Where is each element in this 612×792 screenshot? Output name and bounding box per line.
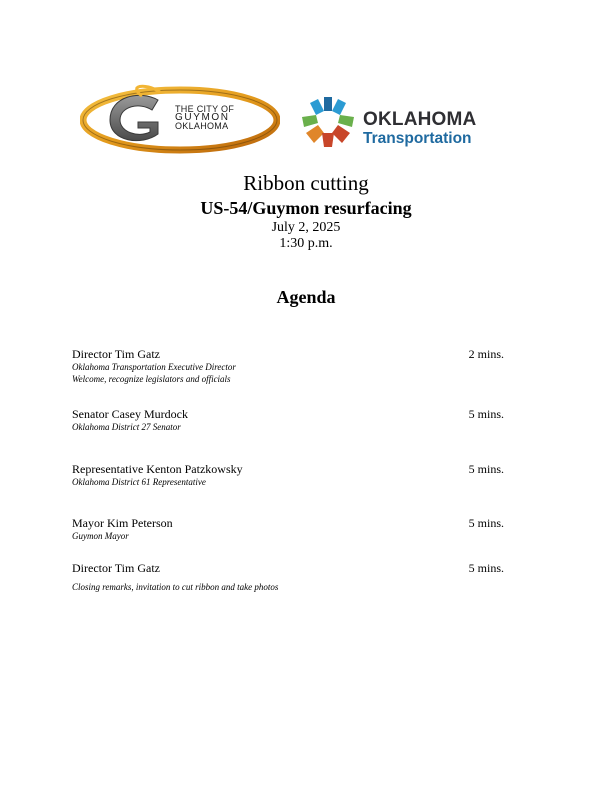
event-date: July 2, 2025: [271, 220, 341, 235]
guymon-line2: GUYMON: [175, 111, 230, 123]
speaker-title: Oklahoma Transportation Executive Director: [72, 362, 236, 372]
agenda-item: [72, 347, 504, 385]
odot-star-logo: [300, 94, 356, 148]
speaker-duration: 5 mins.: [468, 561, 504, 575]
agenda-item: [72, 561, 504, 593]
title-block: [0, 170, 612, 252]
speaker-name: Director Tim Gatz: [72, 561, 160, 575]
guymon-line3: OKLAHOMA: [175, 121, 229, 131]
agenda-item: [72, 516, 504, 542]
odot-line2: Transportation: [363, 130, 472, 147]
odot-logo-text: [363, 110, 476, 148]
guymon-line1: THE CITY OF: [175, 104, 235, 114]
guymon-logo-text: [175, 105, 234, 131]
speaker-duration: 5 mins.: [468, 516, 504, 530]
agenda-heading: Agenda: [276, 287, 336, 307]
speaker-duration: 5 mins.: [468, 407, 504, 421]
speaker-name: Director Tim Gatz: [72, 347, 160, 361]
speaker-name: Representative Kenton Patzkowsky: [72, 462, 243, 476]
agenda-item: [72, 462, 504, 488]
project-name: US-54/Guymon resurfacing: [200, 198, 412, 218]
speaker-name: Mayor Kim Peterson: [72, 516, 173, 530]
speaker-note: Closing remarks, invitation to cut ribbon and take photos: [72, 582, 279, 592]
speaker-name: Senator Casey Murdock: [72, 407, 188, 421]
agenda-item: [72, 407, 504, 433]
odot-line1: OKLAHOMA: [363, 109, 477, 130]
speaker-duration: 2 mins.: [468, 347, 504, 361]
speaker-note: Welcome, recognize legislators and officials: [72, 374, 231, 384]
speaker-title: Oklahoma District 27 Senator: [72, 422, 181, 432]
speaker-title: Guymon Mayor: [72, 531, 129, 541]
event-time: 1:30 p.m.: [279, 236, 333, 251]
speaker-title: Oklahoma District 61 Representative: [72, 477, 206, 487]
speaker-duration: 5 mins.: [468, 462, 504, 476]
event-title: Ribbon cutting: [243, 171, 369, 195]
logo-row: [0, 0, 612, 160]
